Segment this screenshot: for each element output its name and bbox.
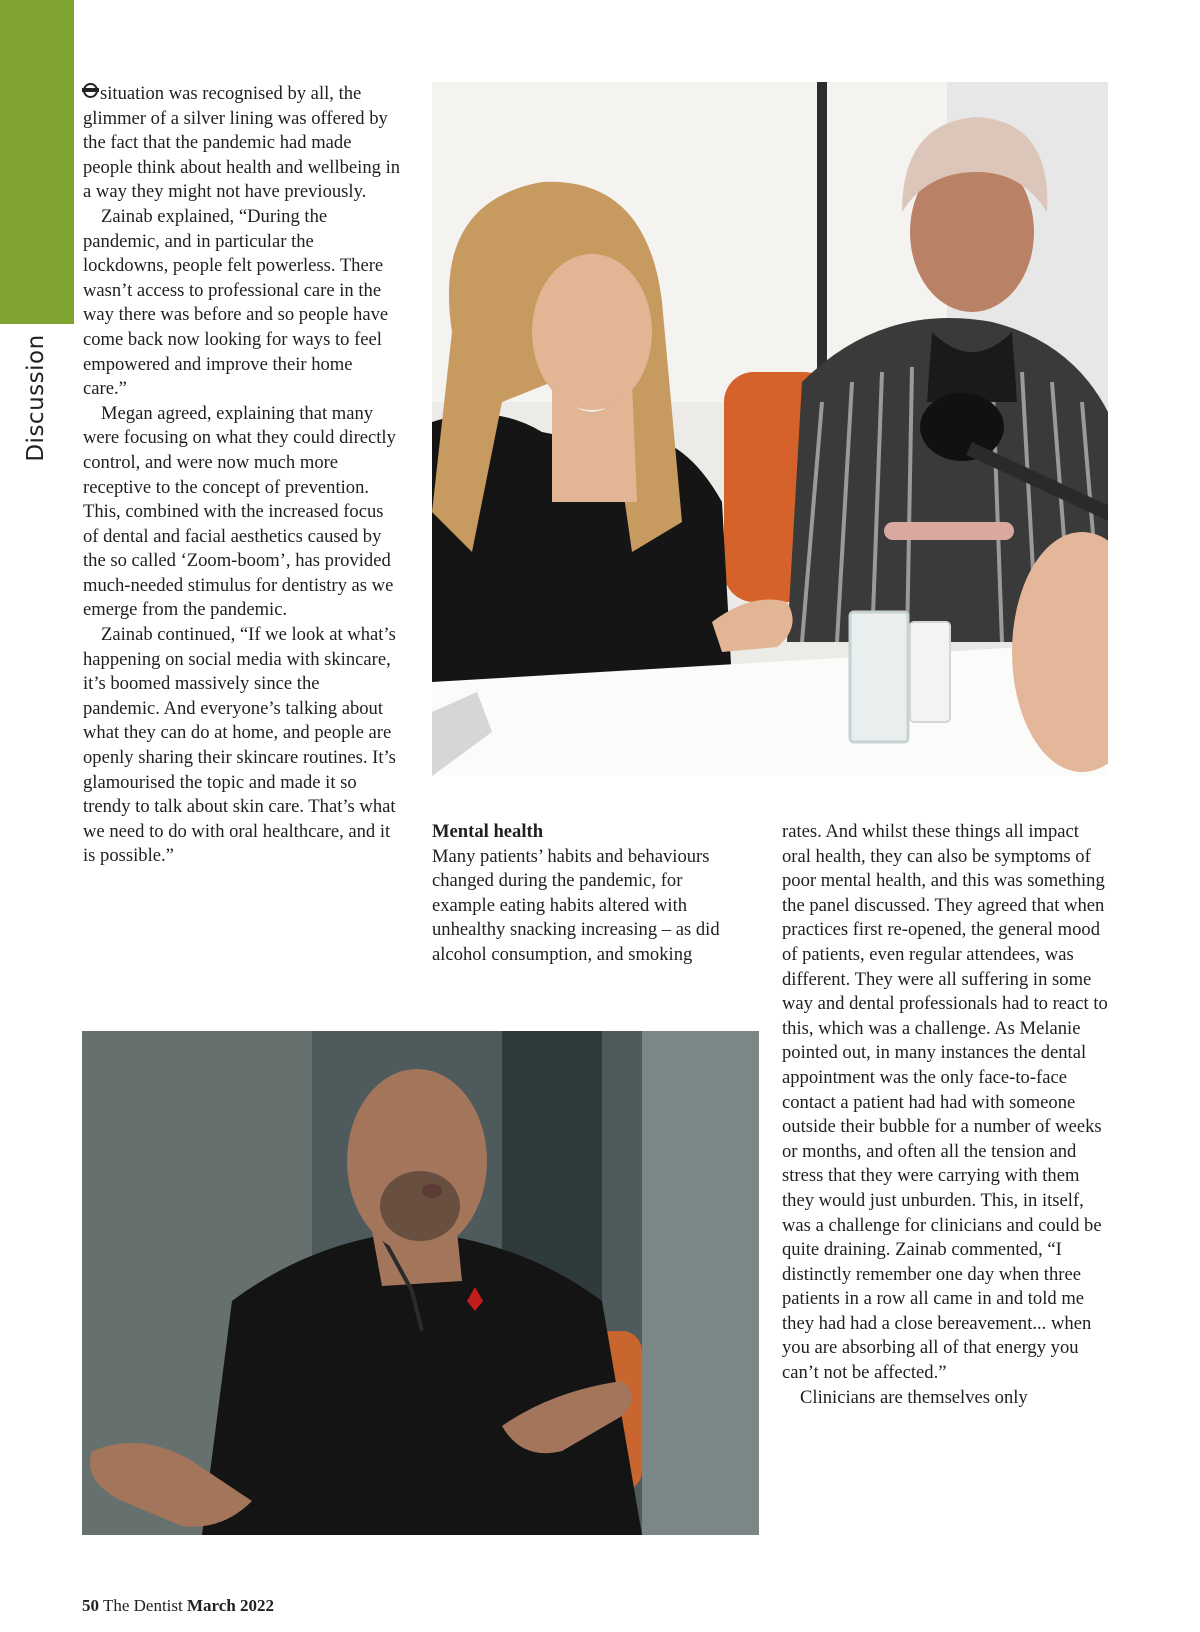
section-label: Discussion <box>23 334 49 462</box>
continued-arrow-icon <box>83 83 98 98</box>
issue-date: March 2022 <box>187 1596 275 1615</box>
paragraph-text: situation was recognised by all, the glimmer of a silver lining was offered by the fact that the pandemic had made people think about health and wellbeing in a way they might not have previously. <box>83 83 401 203</box>
paragraph: Many patients’ habits and behaviours changed during the pandemic, for example eating habits altered with unhealthy snacking increasing – as did alcohol consumption, and smoking <box>432 845 720 965</box>
photo-man-illustration <box>82 1031 759 1535</box>
page-number: 50 <box>82 1596 99 1615</box>
photo-panel-discussion-man <box>82 1031 759 1535</box>
paragraph: Zainab continued, “If we look at what’s happening on social media with skincare, it’s boomed massively since the pandemic. And everyone’s talking about what they can do at home, and people are openly sharing their skincare routines. It’s glamourised the topic and made it so trendy to talk about skin care. That’s what we need to do with oral healthcare, and it is possible.” <box>83 624 396 867</box>
paragraph: Megan agreed, explaining that many were focusing on what they could directly control, and were now much more receptive to the concept of prevention. This, combined with the increased focus of dental and facial aesthetics caused by the so called ‘Zoom-boom’, has provided much-needed stimulus for dentistry as we emerge from the pandemic. <box>83 402 396 621</box>
section-color-tab <box>0 0 74 324</box>
photo-women-illustration <box>432 82 1108 776</box>
paragraph: Clinicians are themselves only <box>800 1386 1028 1408</box>
text-column-1 <box>83 82 401 869</box>
subheading-mental-health: Mental health <box>432 821 544 842</box>
paragraph <box>83 82 401 205</box>
photo-panel-discussion-women <box>432 82 1108 776</box>
text-column-2 <box>432 820 750 968</box>
publication-name: The Dentist <box>102 1596 183 1615</box>
page-footer <box>82 1596 274 1616</box>
paragraph: rates. And whilst these things all impact oral health, they can also be symptoms of poor mental health, and this was something the panel discussed. They agreed that when practices first re-opened, the general mood of patients, even regular attendees, was different. They were all suffering in some way and dental professionals had to react to this, which was a challenge. As Melanie pointed out, in many instances the dental appointment was the only face-to-face contact a patient had had with someone outside their bubble for a number of weeks or months, and often all the tension and stress that they were carrying with them they would just unburden. This, in itself, was a challenge for clinicians and could be quite draining. Zainab commented, “I distinctly remember one day when three patients in a row all came in and told me they had had a close bereavement... when you are absorbing all of that energy you can’t not be affected.” <box>782 821 1108 1384</box>
text-column-3 <box>782 820 1112 1410</box>
paragraph: Zainab explained, “During the pandemic, and in particular the lockdowns, people felt powerless. There wasn’t access to professional care in the way there was before and so people have come back now looking for ways to feel empowered and improve their home care.” <box>83 205 389 400</box>
